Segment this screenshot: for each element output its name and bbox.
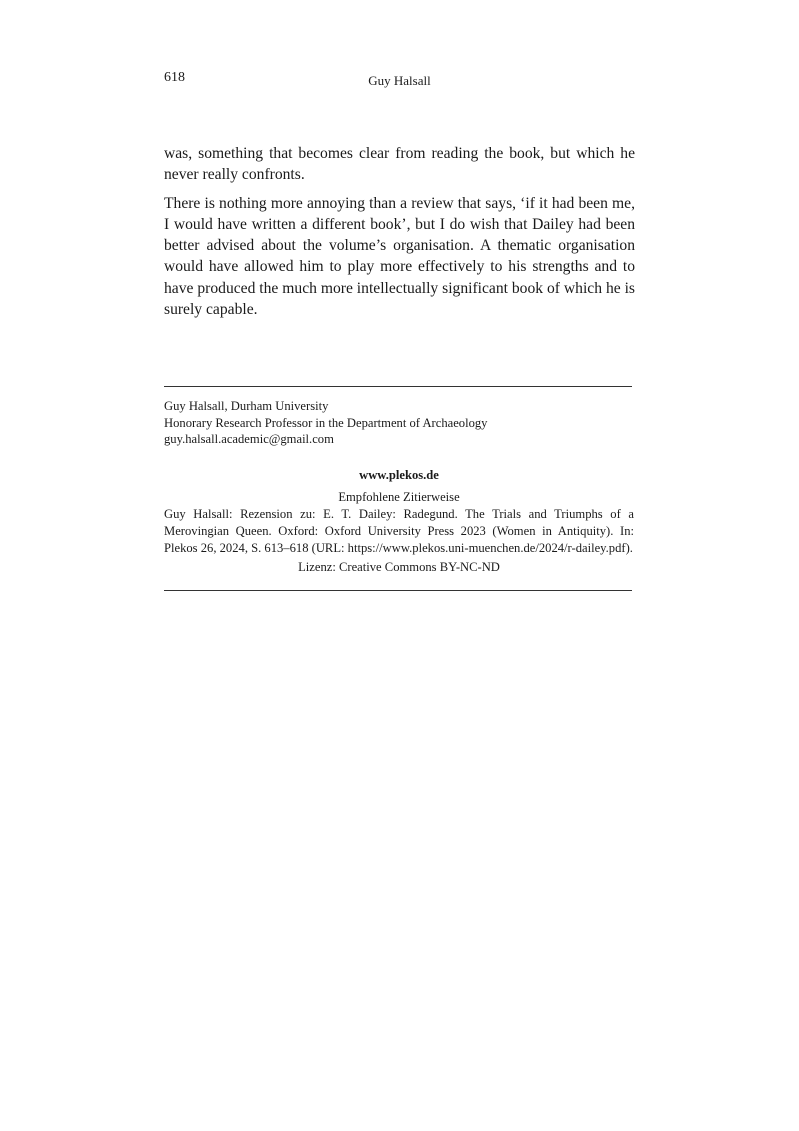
site-link[interactable]: www.plekos.de <box>359 468 439 482</box>
author-position: Honorary Research Professor in the Department of Archaeology <box>164 415 488 430</box>
page-number: 618 <box>164 70 185 85</box>
author-block <box>164 398 634 448</box>
top-divider <box>164 386 632 387</box>
running-head: Guy Halsall <box>368 73 431 88</box>
citation-text: Guy Halsall: Rezension zu: E. T. Dailey: Radegund. The Trials and Triumphs of a Merovingian Queen. Oxford: Oxford University Press 2023 (Women in Antiquity). In: Plekos 26, 2024, S. 613–618 (URL: https://www.plekos.uni-muenchen.de/2024/r-dailey.pdf). <box>164 507 634 555</box>
body-paragraph: was, something that becomes clear from reading the book, but which he never really confronts. <box>164 145 635 184</box>
review-body <box>164 143 635 327</box>
license-text: Lizenz: Creative Commons BY-NC-ND <box>298 560 500 574</box>
author-name-affiliation: Guy Halsall, Durham University <box>164 399 329 413</box>
bottom-divider <box>164 590 632 591</box>
author-email[interactable]: guy.halsall.academic@gmail.com <box>164 432 334 446</box>
body-paragraph: There is nothing more annoying than a review that says, ‘if it had been me, I would have written a different book’, but I do wish that Dailey had been better advised about the volume’s organisation. A thematic organisation would have allowed him to play more effectively to his strengths and to have produced the much more intellectually significant book of which he is surely capable. <box>164 194 635 319</box>
citation-heading: Empfohlene Zitierweise <box>338 490 460 504</box>
